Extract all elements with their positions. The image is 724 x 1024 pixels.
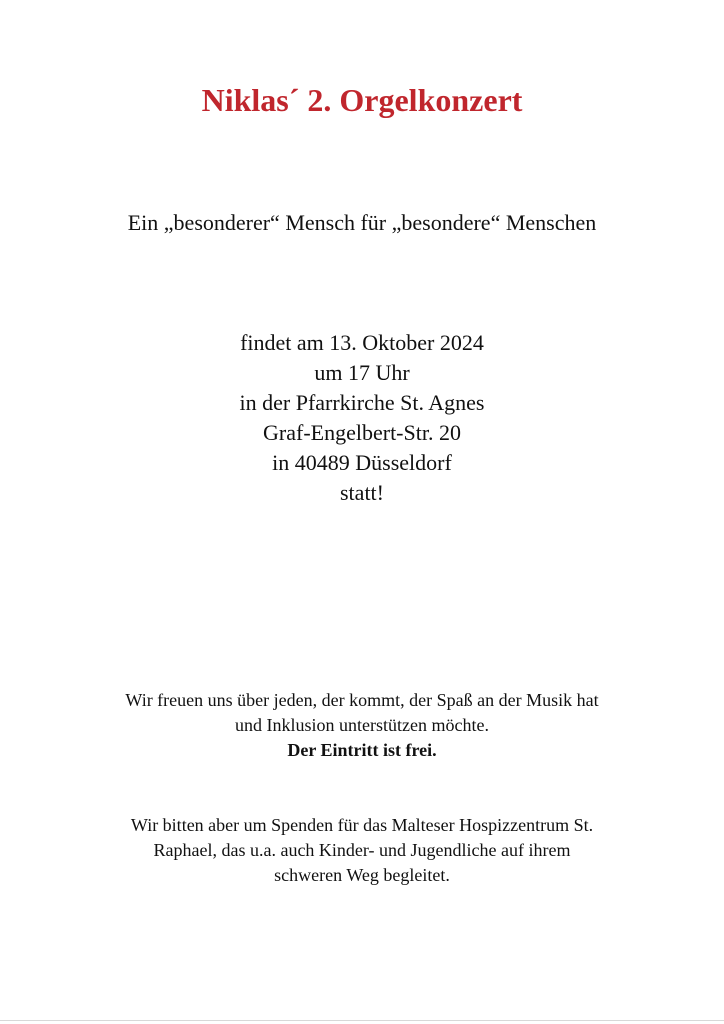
concert-subtitle: Ein „besonderer“ Mensch für „besondere“ Menschen [127, 210, 597, 235]
welcome-line-1: Wir freuen uns über jeden, der kommt, der Spaß an der Musik hat [125, 690, 599, 710]
event-venue-line: in der Pfarrkirche St. Agnes [239, 390, 485, 415]
event-city-line: in 40489 Düsseldorf [272, 450, 452, 475]
donation-line-2: Raphael, das u.a. auch Kinder- und Jugendliche auf ihrem [153, 840, 571, 860]
event-closing-line: statt! [340, 480, 384, 505]
donation-line-3: schweren Weg begleitet. [274, 865, 450, 885]
donation-line-1: Wir bitten aber um Spenden für das Malteser Hospizzentrum St. [130, 815, 594, 835]
welcome-paragraph [0, 688, 724, 763]
event-date-line: findet am 13. Oktober 2024 [240, 330, 484, 355]
concert-title: Niklas´ 2. Orgelkonzert [201, 82, 523, 118]
event-details [0, 328, 724, 508]
free-entry-notice: Der Eintritt ist frei. [287, 740, 437, 760]
page-bottom-edge [0, 1020, 724, 1021]
welcome-line-2: und Inklusion unterstützen möchte. [235, 715, 489, 735]
event-street-line: Graf-Engelbert-Str. 20 [263, 420, 461, 445]
donation-paragraph [0, 813, 724, 888]
event-time-line: um 17 Uhr [314, 360, 410, 385]
